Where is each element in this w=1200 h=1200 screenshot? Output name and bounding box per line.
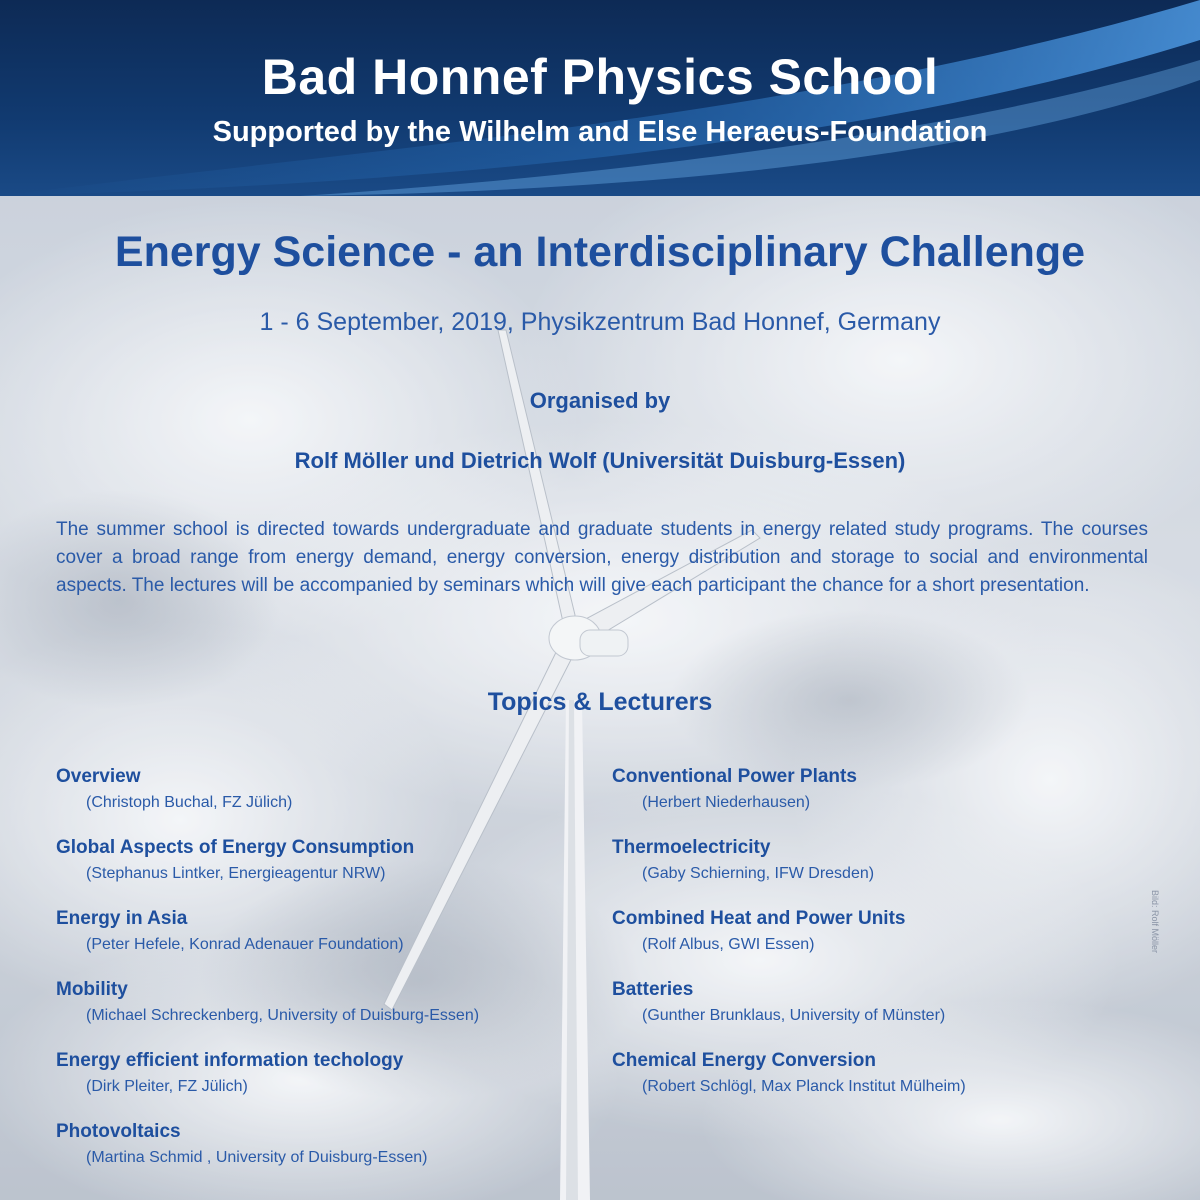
- topic-lecturer: (Gaby Schierning, IFW Dresden): [642, 865, 875, 882]
- topic-item: [56, 1119, 616, 1190]
- event-date-location: 1 - 6 September, 2019, Physikzentrum Bad Honnef, Germany: [259, 308, 941, 336]
- topic-title: Energy in Asia: [56, 908, 188, 929]
- sponsor-subtitle: Supported by the Wilhelm and Else Heraeus-Foundation: [212, 116, 988, 148]
- organised-by-label: Organised by: [529, 388, 671, 413]
- topic-item: [612, 1048, 1152, 1119]
- school-title: Bad Honnef Physics School: [261, 49, 939, 105]
- topic-item: [56, 977, 616, 1048]
- topic-lecturer: (Herbert Niederhausen): [642, 794, 811, 811]
- topic-item: [612, 764, 1152, 835]
- topic-title: Combined Heat and Power Units: [612, 908, 906, 929]
- topic-title: Energy efficient information techology: [56, 1050, 404, 1071]
- topic-item: [612, 835, 1152, 906]
- topic-title: Thermoelectricity: [612, 837, 771, 858]
- topic-item: [56, 1048, 616, 1119]
- event-title: Energy Science - an Interdisciplinary Challenge: [114, 228, 1086, 276]
- topic-title: Global Aspects of Energy Consumption: [56, 837, 415, 858]
- topic-lecturer: (Christoph Buchal, FZ Jülich): [86, 794, 293, 811]
- event-description: The summer school is directed towards undergraduate and graduate students in energy related study programs. The courses cover a broad range from energy demand, energy conversion, energy distribution and storage to social and environmental aspects. The lectures will be accompanied by seminars which will give each participant the chance for a short presentation.: [56, 519, 1148, 596]
- topic-item: [56, 835, 616, 906]
- image-credit: Bild: Rolf Möller: [1150, 890, 1160, 954]
- topic-item: [612, 906, 1152, 977]
- header-banner: [0, 0, 1200, 196]
- organisers: Rolf Möller und Dietrich Wolf (Universität Duisburg-Essen): [294, 448, 906, 473]
- topic-lecturer: (Peter Hefele, Konrad Adenauer Foundation): [86, 936, 404, 953]
- topic-lecturer: (Gunther Brunklaus, University of Münster): [642, 1007, 946, 1024]
- topic-lecturer: (Dirk Pleiter, FZ Jülich): [86, 1078, 248, 1095]
- topic-title: Mobility: [56, 979, 128, 1000]
- topic-title: Batteries: [612, 979, 694, 1000]
- topic-item: [56, 906, 616, 977]
- topic-lecturer: (Martina Schmid , University of Duisburg-Essen): [86, 1149, 428, 1166]
- topic-title: Conventional Power Plants: [612, 766, 857, 787]
- topic-lecturer: (Michael Schreckenberg, University of Duisburg-Essen): [86, 1007, 480, 1024]
- topic-lecturer: (Stephanus Lintker, Energieagentur NRW): [86, 865, 386, 882]
- topic-title: Photovoltaics: [56, 1121, 181, 1142]
- topics-left-column: [56, 764, 616, 1190]
- topics-right-column: [612, 764, 1152, 1119]
- topic-lecturer: (Robert Schlögl, Max Planck Institut Mülheim): [642, 1078, 966, 1095]
- topic-title: Overview: [56, 766, 141, 787]
- topic-lecturer: (Rolf Albus, GWI Essen): [642, 936, 815, 953]
- topic-item: [612, 977, 1152, 1048]
- topic-title: Chemical Energy Conversion: [612, 1050, 876, 1071]
- topics-heading: Topics & Lecturers: [487, 688, 713, 716]
- topic-item: [56, 764, 616, 835]
